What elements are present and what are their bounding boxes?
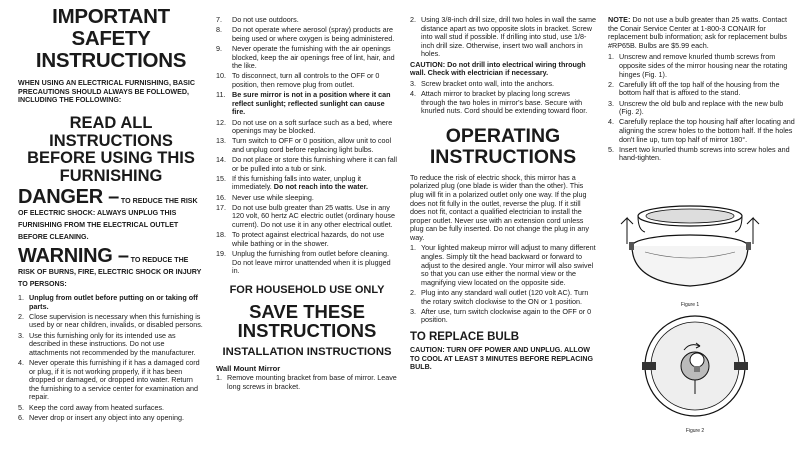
install-list-1	[216, 374, 398, 391]
list-item: 2. Close supervision is necessary when this furnishing is used by or near children, invalids, or disabled persons.	[18, 311, 203, 330]
list-item: 5. Insert two knurled thumb screws into screw holes and hand-tighten.	[608, 144, 790, 163]
save-heading: SAVE THESE INSTRUCTIONS	[237, 300, 377, 341]
list-item: 3. Screw bracket onto wall, into the anchors.	[410, 78, 555, 88]
figure-1	[615, 200, 765, 308]
list-item: 13. Turn switch to OFF or 0 position, allow unit to cool and unplug cord before replacing light bulbs.	[216, 136, 392, 154]
list-item: 6. Never drop or insert any object into any opening.	[18, 412, 185, 422]
list-item: 4. Attach mirror to bracket by placing long screws through the two holes in mirror's base. Secure with knurled nuts. Cord should be extending toward floor.	[410, 88, 588, 116]
list-item: 2. Carefully lift off the top half of the housing from the bottom half that is affixed to the stand.	[608, 79, 780, 98]
danger-block	[18, 186, 204, 242]
installation-heading: INSTALLATION INSTRUCTIONS	[222, 345, 392, 358]
wall-mount-subhead: Wall Mount Mirror	[216, 363, 281, 373]
list-item: 11. Be sure mirror is not in a position where it can reflect sunlight; reflected sunlight can cause fire.	[216, 90, 391, 117]
list-item: 7. Do not use outdoors.	[216, 15, 299, 24]
mirror-housing-open-illustration	[615, 200, 765, 295]
list-item: 1. Remove mounting bracket from base of mirror. Leave long screws in bracket.	[216, 372, 397, 391]
list-item: 12. Do not use on a soft surface such as a bed, where openings may be blocked.	[216, 117, 393, 136]
list-item: 1. Unplug from outlet before putting on or taking off parts.	[18, 293, 198, 311]
safety-list-2	[216, 16, 398, 276]
warning-word: WARNING –	[18, 245, 129, 268]
replace-bulb-heading: TO REPLACE BULB	[410, 331, 520, 343]
list-item: 19. Unplug the furnishing from outlet before cleaning. Do not leave mirror unattended when it is plugged in.	[216, 248, 391, 276]
list-item: 2. Plug into any standard wall outlet (120 volt AC). Turn the rotary switch clockwise to the ON or 1 position.	[410, 288, 589, 306]
list-item: 17. Do not use bulb greater than 25 watts. Use in any 120 volt, 60 hertz AC electric outlet (ordinary house current). Do not use it in any other electrical outlet.	[216, 202, 396, 229]
replace-caution: CAUTION: TURN OFF POWER AND UNPLUG. ALLOW TO COOL AT LEAST 3 MINUTES BEFORE REPLACING BULB.	[410, 346, 594, 372]
read-all-heading: READ ALL INSTRUCTIONS BEFORE USING THIS FURNISHING	[27, 114, 195, 185]
figure-2-caption: Figure 2	[685, 428, 705, 434]
warning-text: TO REDUCE THE RISK OF BURNS, FIRE, ELECTRIC SHOCK OR INJURY TO PERSONS:	[18, 256, 202, 289]
figure-2	[640, 310, 750, 435]
list-item: 9. Never operate the furnishing with the air openings blocked, keep the air openings free of lint, hair, and the like.	[216, 43, 395, 71]
warning-block	[18, 245, 204, 289]
replace-bulb-list	[608, 53, 798, 163]
safety-intro: WHEN USING AN ELECTRICAL FURNISHING, BASIC PRECAUTIONS SHOULD ALWAYS BE FOLLOWED, INCLUDING THE FOLLOWING:	[18, 79, 195, 105]
operating-heading: OPERATING INSTRUCTIONS	[429, 124, 577, 168]
list-item: 18. To protect against electrical hazards, do not use while bathing or in the shower.	[216, 230, 385, 248]
danger-word: DANGER –	[18, 186, 119, 209]
safety-title: IMPORTANT SAFETY INSTRUCTIONS	[35, 5, 187, 72]
list-item: 15. If this furnishing falls into water, unplug it immediately. Do not reach into the water.	[216, 173, 369, 192]
bulb-note: NOTE: Do not use a bulb greater than 25 watts. Contact the Conair Service Center at 1-800-3 CONAIR for replacement bulb information; ask for replacement bulbs #RP65B. Bulbs are $5.99 each.	[608, 15, 787, 50]
list-item: 16. Never use while sleeping.	[216, 192, 314, 202]
list-item: 4. Never operate this furnishing if it has a damaged cord or plug, if it is not working properly, if it has been dropped or damaged, or dropped into water. Return the furnishing to a service center for examination and repair.	[18, 358, 200, 402]
list-item: 1. Your lighted makeup mirror will adjust to many different angles. Simply tilt the head backward or forward to adjust to the desired angle. Your mirror will also swivel so that you can use either the normal view or the magnifying view located on the opposite side.	[410, 243, 596, 287]
list-item: 3. Use this furnishing only for its intended use as described in these instructions. Do not use attachments not recommended by the manufacturer.	[18, 330, 196, 357]
list-item: 1. Unscrew and remove knurled thumb screws from opposite sides of the mirror housing near the rotating hinges (Fig. 1).	[608, 52, 788, 79]
drill-caution: CAUTION: Do not drill into electrical wiring through wall. Check with electrician if necessary.	[410, 59, 586, 78]
list-item: 4. Carefully replace the top housing half after locating and aligning the screw holes to the bottom half. If the holes don't line up, turn top half of mirror 180°.	[608, 117, 795, 144]
list-item: 2. Using 3/8-inch drill size, drill two holes in wall the same distance apart as two opposite slots in bracket. Screw into wall stud if possible. If drilling into stud, use 1/8-inch drill size. Otherwise, insert two wall anchors in holes.	[410, 15, 596, 59]
column-1	[18, 0, 204, 456]
figure-1-caption: Figure 1	[680, 302, 700, 308]
list-item: 3. After use, turn switch clockwise again to the OFF or 0 position.	[410, 306, 592, 325]
list-item: 14. Do not place or store this furnishing where it can fall or be pulled into a tub or sink.	[216, 155, 397, 173]
list-item: 5. Keep the cord away from heated surfaces.	[18, 402, 165, 412]
column-2	[216, 0, 398, 456]
bulb-replacement-illustration	[640, 310, 750, 422]
household-heading: FOR HOUSEHOLD USE ONLY	[229, 283, 385, 296]
column-3	[410, 0, 596, 456]
safety-list-1	[18, 294, 204, 422]
list-item: 10. To disconnect, turn all controls to the OFF or 0 position, then remove plug from outlet.	[216, 71, 380, 89]
install-list-3	[410, 80, 596, 116]
list-item: 3. Unscrew the old bulb and replace with the new bulb (Fig. 2).	[608, 98, 784, 117]
list-item: 8. Do not operate where aerosol (spray) products are being used or where oxygen is being administered.	[216, 25, 395, 43]
operating-intro: To reduce the risk of electric shock, this mirror has a polarized plug (one blade is wider than the other). This plug will fit in a polarized outlet only one way. If the plug does not fit fully in the outlet, reverse the plug. If it still does not fit, contact a qualified electrician to install the proper outlet. Never use with an extension cord unless plug can be fully inserted. Do not change the plug in any way.	[410, 172, 590, 242]
operating-list	[410, 244, 596, 325]
danger-text: TO REDUCE THE RISK OF ELECTRIC SHOCK: ALWAYS UNPLUG THIS FURNISHING FROM THE ELECTRICAL OUTLET BEFORE CLEANING.	[18, 197, 198, 242]
install-list-2	[410, 16, 596, 59]
